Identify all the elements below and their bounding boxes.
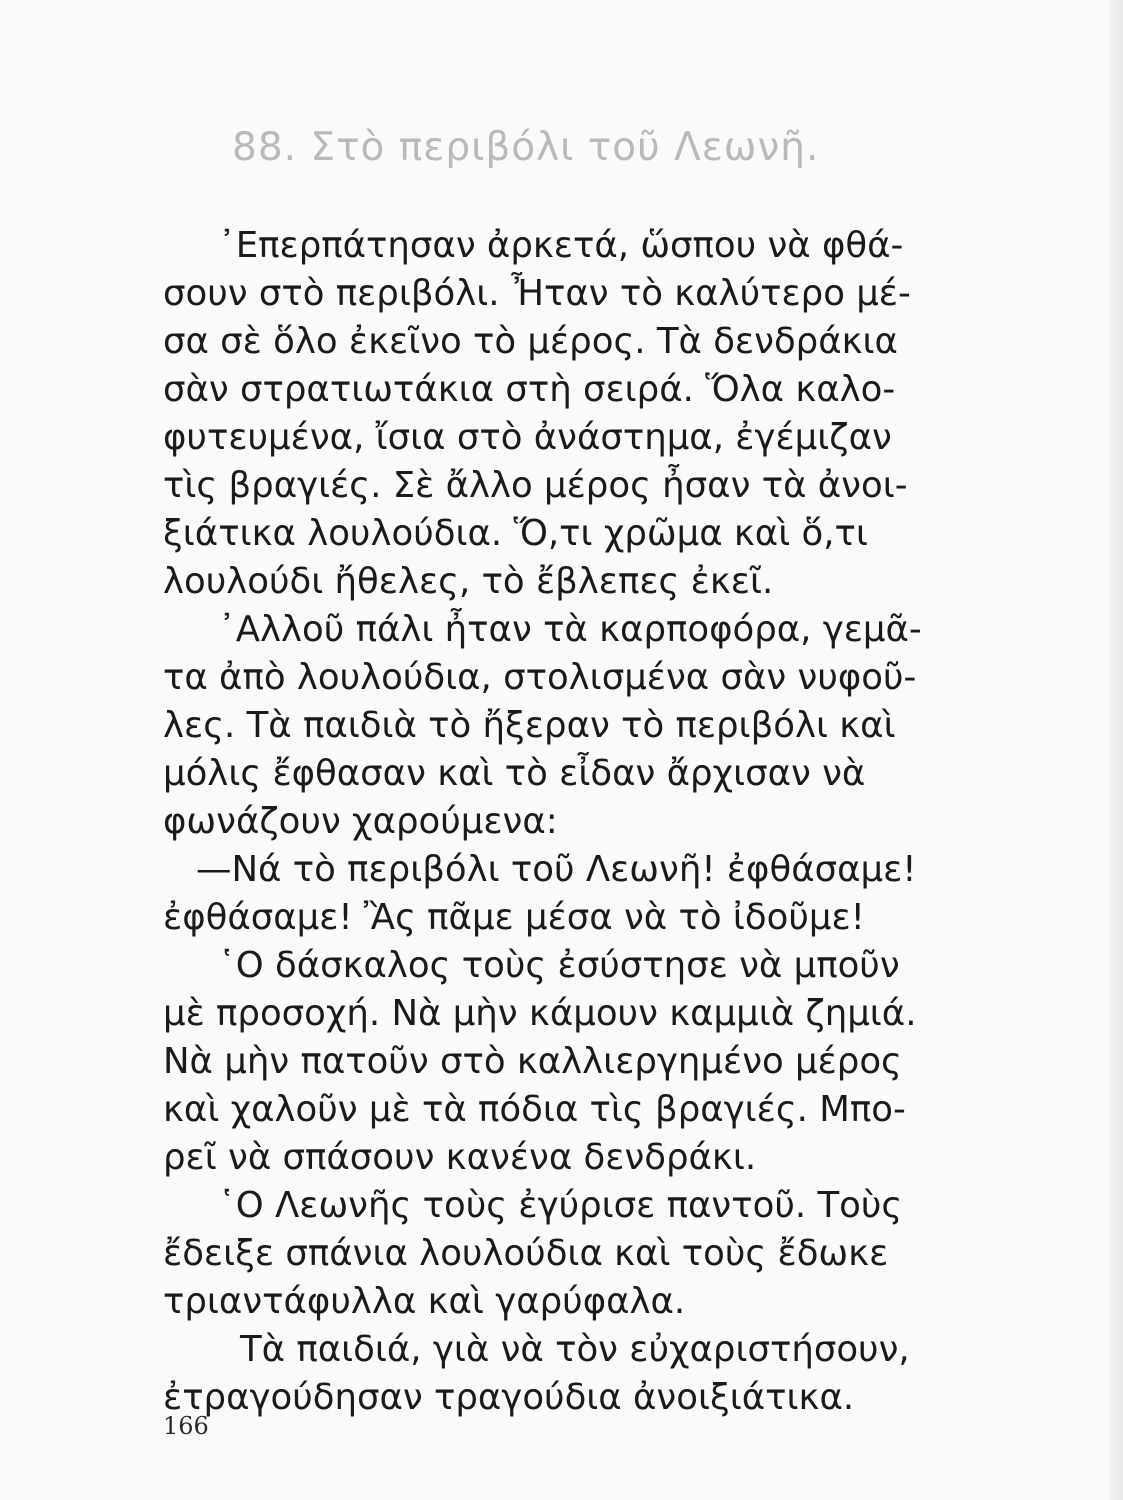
text-line: τα ἀπὸ λουλούδια, στολισμένα σὰν νυφοῦ- — [163, 657, 917, 698]
page-number: 166 — [163, 1412, 209, 1440]
text-line: ρεῖ νὰ σπάσουν κανένα δενδράκι. — [163, 1137, 757, 1178]
text-line: μὲ προσοχή. Νὰ μὴν κάμουν καμμιὰ ζημιά. — [163, 993, 917, 1034]
text-line: φυτευμένα, ἴσια στὸ ἀνάστημα, ἐγέμιζαν — [163, 417, 892, 458]
text-line: ξιάτικα λουλούδια. Ὅ,τι χρῶμα καὶ ὅ,τι — [163, 513, 868, 554]
text-line: σα σὲ ὅλο ἐκεῖνο τὸ μέρος. Τὰ δενδράκια — [163, 321, 898, 362]
text-line: ᾿Επερπάτησαν ἀρκετά, ὥσπου νὰ φθά- — [218, 225, 904, 266]
text-line: λες. Τὰ παιδιὰ τὸ ἤξεραν τὸ περιβόλι καὶ — [163, 705, 896, 746]
text-line: ῾Ο Λεωνῆς τοὺς ἐγύρισε παντοῦ. Τοὺς — [218, 1185, 903, 1226]
text-line: σουν στὸ περιβόλι. Ἦταν τὸ καλύτερο μέ- — [163, 273, 911, 314]
text-line: τὶς βραγιές. Σὲ ἄλλο μέρος ἦσαν τὰ ἀνοι- — [163, 465, 908, 506]
chapter-title: 88. Στὸ περιβόλι τοῦ Λεωνῆ. — [232, 125, 820, 170]
text-line: ἐφθάσαμε! Ἂς πᾶμε μέσα νὰ τὸ ἰδοῦμε! — [163, 897, 865, 938]
text-line: ᾿Αλλοῦ πάλι ἦταν τὰ καρποφόρα, γεμᾶ- — [218, 609, 922, 650]
page-edge — [1109, 0, 1123, 1500]
text-line: ἔδειξε σπάνια λουλούδια καὶ τοὺς ἔδωκε — [163, 1233, 889, 1274]
text-line: ἐτραγούδησαν τραγούδια ἀνοιξιάτικα. — [163, 1377, 855, 1418]
text-line: —Νά τὸ περιβόλι τοῦ Λεωνῆ! ἐφθάσαμε! — [196, 849, 917, 890]
text-line: σὰν στρατιωτάκια στὴ σειρά. Ὅλα καλο- — [163, 369, 896, 410]
text-line: μόλις ἔφθασαν καὶ τὸ εἶδαν ἄρχισαν νὰ — [163, 753, 866, 794]
text-line: Νὰ μὴν πατοῦν στὸ καλλιεργημένο μέρος — [163, 1041, 902, 1082]
text-line: φωνάζουν χαρούμενα: — [163, 801, 558, 842]
text-line: Τὰ παιδιά, γιὰ νὰ τὸν εὐχαριστήσουν, — [240, 1329, 910, 1370]
text-line: λουλούδι ἤθελες, τὸ ἔβλεπες ἐκεῖ. — [163, 561, 774, 602]
text-line: τριαντάφυλλα καὶ γαρύφαλα. — [163, 1281, 686, 1322]
text-line: καὶ χαλοῦν μὲ τὰ πόδια τὶς βραγιές. Μπο- — [163, 1089, 906, 1130]
text-line: ῾Ο δάσκαλος τοὺς ἐσύστησε νὰ μποῦν — [218, 945, 900, 986]
